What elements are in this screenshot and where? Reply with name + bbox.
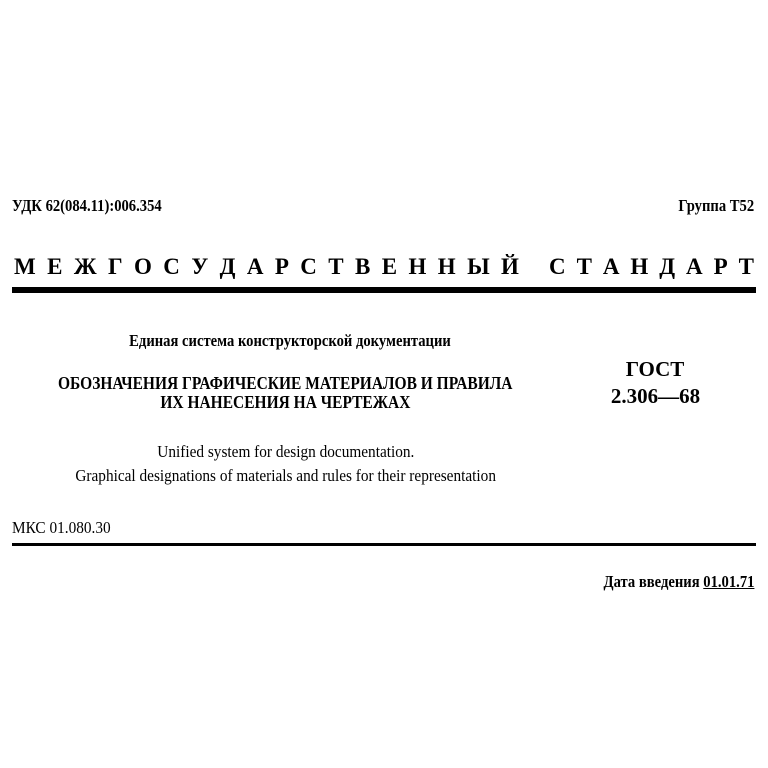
document-title-line-2: ИХ НАНЕСЕНИЯ НА ЧЕРТЕЖАХ bbox=[159, 392, 411, 412]
heading-letter: А bbox=[686, 254, 703, 279]
heading-letter: Т bbox=[328, 254, 344, 279]
english-title-line-1: Unified system for design documentation. bbox=[157, 442, 415, 461]
heading-letter: С bbox=[549, 254, 566, 279]
introduction-date bbox=[603, 572, 754, 592]
heading-letter: А bbox=[602, 254, 620, 279]
heading-letter: Е bbox=[47, 254, 63, 279]
heading-letter: Н bbox=[437, 254, 456, 279]
group-code: Группа Т52 bbox=[678, 196, 754, 215]
thin-divider bbox=[12, 543, 756, 546]
heading-letter: Н bbox=[630, 254, 649, 279]
gost-label: ГОСТ bbox=[625, 357, 685, 381]
heading-letter: Д bbox=[219, 254, 236, 279]
standard-type-word-1 bbox=[14, 254, 519, 280]
heading-letter: Т bbox=[576, 254, 592, 279]
udk-code: УДК 62(084.11):006.354 bbox=[12, 196, 162, 215]
gost-number: 2.306—68 bbox=[610, 384, 701, 408]
heading-letter: Ж bbox=[73, 254, 97, 279]
heading-letter: Р bbox=[274, 254, 289, 279]
heading-letter: А bbox=[246, 254, 264, 279]
heading-letter: С bbox=[163, 254, 180, 279]
heading-letter: В bbox=[355, 254, 371, 279]
heading-letter: Ы bbox=[467, 254, 490, 279]
heading-letter: Н bbox=[408, 254, 427, 279]
heading-letter: Т bbox=[738, 254, 754, 279]
heading-letter: Г bbox=[107, 254, 123, 279]
heading-letter: Е bbox=[381, 254, 398, 279]
heading-letter: Р bbox=[713, 254, 728, 279]
introduction-date-label: Дата введения bbox=[603, 572, 700, 591]
introduction-date-value: 01.01.71 bbox=[702, 572, 754, 591]
heading-letter: Д bbox=[659, 254, 676, 279]
heading-letter: У bbox=[191, 254, 209, 279]
heading-letter: С bbox=[300, 254, 317, 279]
heading-letter: О bbox=[134, 254, 152, 279]
english-title-line-2: Graphical designations of materials and rules for their representation bbox=[75, 466, 497, 485]
heading-letter: Й bbox=[501, 254, 519, 279]
standard-type-word-2 bbox=[549, 254, 754, 280]
mks-code: МКС 01.080.30 bbox=[12, 518, 111, 537]
system-name: Единая система конструкторской документации bbox=[129, 331, 451, 350]
standard-type-heading bbox=[14, 254, 754, 280]
thick-divider bbox=[12, 287, 756, 293]
document-title-line-1: ОБОЗНАЧЕНИЯ ГРАФИЧЕСКИЕ МАТЕРИАЛОВ И ПРАВИЛА bbox=[57, 373, 513, 393]
heading-letter: М bbox=[14, 254, 36, 279]
